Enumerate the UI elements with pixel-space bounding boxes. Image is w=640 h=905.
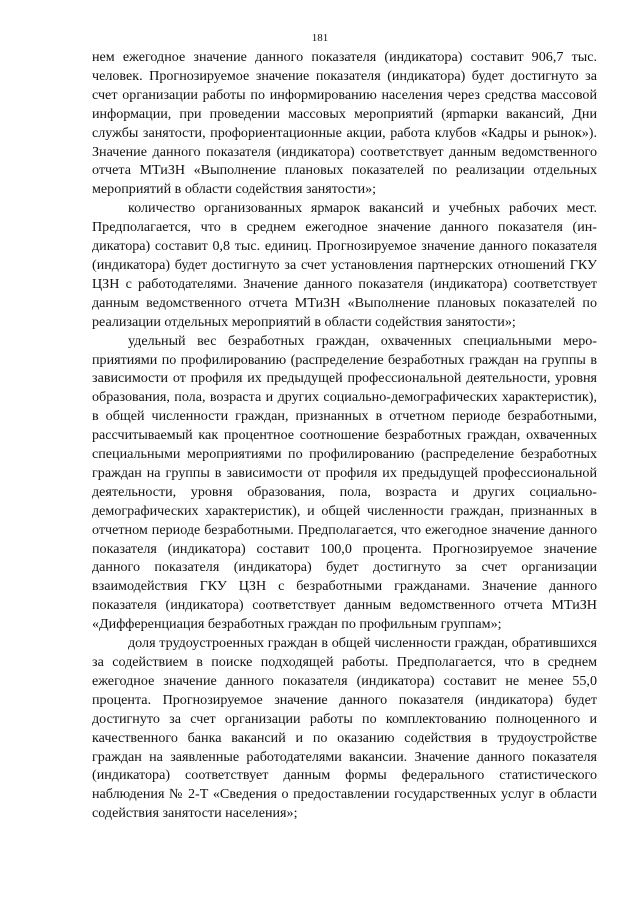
paragraph-employed-share: доля трудоустроенных граждан в общей численности граждан, обратившихся за содействием в поиске подходящей работы. Предполагается, что в среднем ежегодное значение данного показателя (индикатора) составит не менее 55,0 процента. Прогнозируемое значение данного показателя (индикатора) будет достигнуто за счет организации работы по комплектованию полноценного и качественного банка вакансий и по оказанию содействия в трудоустройстве граждан на заявленные работодателями вакансии. Значение данного показателя (индикатора) соответствует данным формы федерального статистического наблюдения № 2-Т «Сведения о предоставлении государственных услуг в области содействия занятости населения»; [92,635,597,822]
paragraph-audience-indicator: нем ежегодное значение данного показателя (индикатора) составит 906,7 тыс. человек. Прогнозируемое значение показателя (индикатора) будет достигнуто за счет организации работы по информированию населения через средства массовой информации, при проведении массовых мероприятий (ярmарки вакансий, Дни службы занятости, профориентационные акции, работа клубов «Кадры и рынок»). Значение данного показателя (индикатора) соответствует данным ведомственного отчета МТиЗН «Выполнение плановых показателей по реализации отдельных мероприятий в области содействия занятости»; [92,49,597,198]
paragraph-profiling-share: удельный вес безработных граждан, охваченных специальными мероприятиями по профилированию (распределение безработных граждан на группы в зависимости от профиля их предыдущей профессиональной деятельности, уровня образования, пола, возраста и других социально-демографических характеристик), в общей численности граждан, признанных в отчетном периоде безработными, рассчитываемый как процентное соотношение безработных граждан, охваченных специальными мероприятиями по профилированию (распределение безработных граждан на группы в зависимости от профиля их предыдущей профессиональной деятельности, уровня образования, пола, возраста и других социально-демографических характеристик), и общей численности граждан, признанных в отчетном периоде безработными. Предполагается, что ежегодное значение данного показателя (индикатора) составит 100,0 процента. Прогнозируемое значение данного показателя (индикатора) будет достигнуто за счет организации взаимодействия ГКУ ЦЗН с безработными гражданами. Значение данного показателя (индикатора) соответствует данным ведомственного отчета МТиЗН «Дифференциация безработных граждан по профильным группам»; [92,332,597,633]
page-body [92,48,597,823]
paragraph-job-fairs: количество организованных ярмарок вакансий и учебных рабочих мест. Предполагается, что в среднем ежегодное значение данного показателя (индикатора) составит 0,8 тыс. единиц. Прогнозируемое значение данного показателя (индикатора) будет достигнуто за счет установления партнерских отношений ГКУ ЦЗН с работодателями. Значение данного показателя (индикатора) соответствует данным ведомственного отчета МТиЗН «Выполнение плановых показателей по реализации отдельных мероприятий в области содействия занятости»; [92,200,597,330]
page-number: 181 [311,32,329,44]
